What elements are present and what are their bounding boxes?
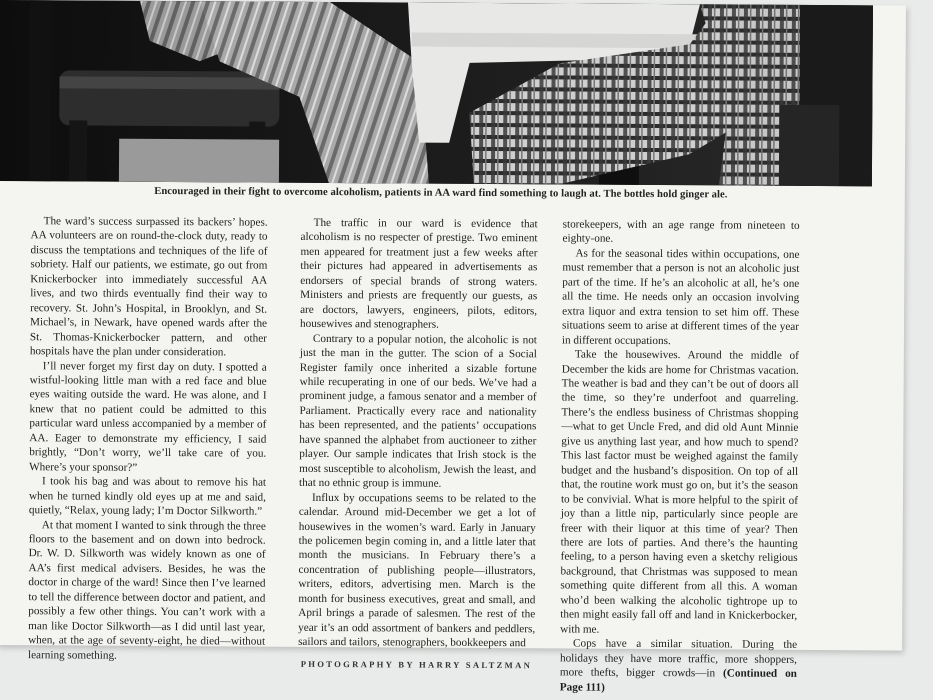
paragraph: Contrary to a popular notion, the alcoholic is not just the man in the gutter. The scion of a Social Register family once inherited a sizable fortune while recuperating in one of our beds. We’ve had a prominent judge, a famous senator and a member of Parliament. Practically every race and nationality has been represented, and the patients’ occupations have spanned the alphabet from auctioneer to zither player. Our sample indicates that Irish stock is the most susceptible to alcoholism, Jewish the least, and that no ethnic group is immune. — [299, 332, 537, 490]
paragraph-last — [560, 637, 797, 696]
last-paragraph-text: Cops have a similar situation. During the holidays they have more traffic, more shoppers, more thefts, bigger crowds—in — [559, 637, 798, 680]
paragraph-continued: storekeepers, with an age range from nineteen to eighty-one. — [562, 218, 800, 246]
photo-credit: PHOTOGRAPHY BY HARRY SALTZMAN — [300, 658, 533, 670]
article-column-3 — [560, 217, 800, 695]
paragraph: At that moment I wanted to sink through the three floors to the basement and on down into bedrock. Dr. W. D. Silkworth was widely known as one of AA’s first medical advisers. Besides, he was the doctor in charge of the ward! Since then I’ve learned to tell the difference between doctor and patient, and possibly a few other things. You can’t work with a man like Doctor Silkworth—as I did until last year, when, at the age of seventy-eight, he died—without learning something. — [27, 518, 266, 662]
paragraph: The ward’s success surpassed its backers’ hopes. AA volunteers are on round-the-clock duty, ready to discuss the temptations and techniques of the life of sobriety. Half our patients, we estimate, go out from Knickerbocker into immediately successful AA lives, and two thirds eventually find their way to recovery. St. John’s Hospital, in Brooklyn, and St. Michael’s, in Newark, have opened wards after the St. Thomas-Knickerbocker pattern, and other hospitals have the plan under consideration. — [29, 215, 268, 359]
photo-caption: Encouraged in their fight to overcome alcoholism, patients in AA ward find something to laugh at. The bottles hold ginger ale. — [154, 185, 728, 201]
article-column-2 — [298, 216, 538, 672]
article-photo — [0, 0, 873, 186]
paragraph: As for the seasonal tides within occupations, one must remember that a person is not an alcoholic just part of the time. If he’s an alcoholic at all, he’s one all the time. He needs only an occasion involving extra liquor and extra tension to set him off. These situations seem to arise at different times of the year in different occupations. — [561, 247, 800, 347]
paragraph: The traffic in our ward is evidence that alcoholism is no respecter of prestige. Two eminent men appeared for treatment just a few weeks after their pictures had appeared in advertisements as endorsers of special brands of strong waters. Ministers and priests are frequently our guests, as are doctors, lawyers, engineers, pilots, editors, housewives and stenographers. — [299, 216, 538, 331]
photo-illustration — [0, 0, 873, 186]
paragraph: Take the housewives. Around the middle of December the kids are home for Christmas vacation. The weather is bad and they can’t be out of doors all the time, so they’re underfoot and quarreling. There’s the endless business of Christmas shopping—what to get Uncle Fred, and did old Aunt Minnie give us anything last year, and how much to spend? This last factor must be weighed against the family budget and the husband’s disposition. On top of all that, the routine work must go on, but it’s the season to be convivial. What is more helpful to the spirit of joy than a little nip, particularly since people are freer with their liquor at this time of year? Then there are lots of parties. And there’s the haunting feeling, to a person having even a sketchy religious background, that Christmas was supposed to mean something quite different from all this. A woman who’d been walking the alcoholic tightrope up to then might easily fall off and land in Knickerbocker, with me. — [560, 348, 799, 636]
continued-note: (Continued on Page 111) — [559, 667, 797, 694]
paragraph: I’ll never forget my first day on duty. I spotted a wistful-looking little man with a red face and blue eyes waiting outside the ward. He was alone, and I knew that no patient could be admitted to this particular ward unless accompanied by a member of AA. Eager to demonstrate my efficiency, I said brightly, “Don’t worry, we’ll take care of you. Where’s your sponsor?” — [29, 359, 267, 474]
article-column-1 — [28, 214, 268, 663]
paragraph: I took his bag and was about to remove his hat when he turned kindly old eyes up at me and said, quietly, “Relax, young lady; I’m Doctor Silkworth.” — [28, 475, 267, 518]
paragraph: Influx by occupations seems to be related to the calendar. Around mid-December we get a lot of housewives in the women’s ward. Early in January the policemen begin coming in, and a little later that month the musicians. In February there’s a concentration of publishing people—illustrators, writers, editors, advertising men. March is the month for business executives, great and small, and April brings a parade of salesmen. The rest of the year it’s an odd assortment of bankers and peddlers, sailors and tailors, stenographers, bookkeepers and — [298, 491, 536, 650]
